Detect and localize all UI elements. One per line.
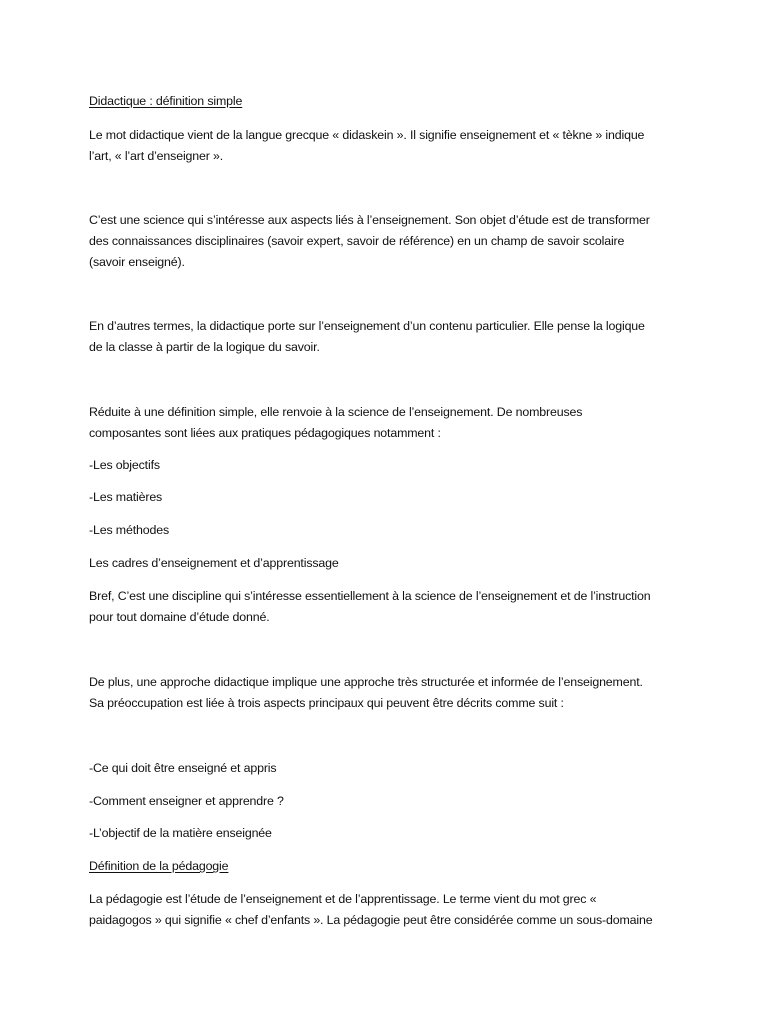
paragraph-line: De plus, une approche didactique implique une approche très structurée et informée de l’enseignement. — [89, 675, 643, 689]
paragraph-line: pour tout domaine d’étude donné. — [89, 610, 270, 624]
paragraph-line: de la classe à partir de la logique du savoir. — [89, 340, 320, 354]
paragraph-line: composantes sont liées aux pratiques pédagogiques notamment : — [89, 426, 441, 440]
paragraph-line: En d’autres termes, la didactique porte sur l’enseignement d’un contenu particulier. Elle pense la logique — [89, 319, 645, 333]
heading-didactique: Didactique : définition simple — [89, 94, 243, 108]
paragraph-line: (savoir enseigné). — [89, 255, 185, 269]
list-item: -Les méthodes — [89, 523, 170, 537]
list-item: -Ce qui doit être enseigné et appris — [89, 761, 277, 775]
paragraph-line: Le mot didactique vient de la langue grecque « didaskein ». Il signifie enseignement et « tèkne » indique — [89, 128, 645, 142]
paragraph-line: C’est une science qui s’intéresse aux aspects liés à l’enseignement. Son objet d’étude est de transformer — [89, 213, 650, 227]
paragraph-line: Réduite à une définition simple, elle renvoie à la science de l’enseignement. De nombreuses — [89, 405, 583, 419]
paragraph-line: des connaissances disciplinaires (savoir expert, savoir de référence) en un champ de savoir scolaire — [89, 234, 625, 248]
list-item: -Les objectifs — [89, 458, 160, 472]
paragraph-line: Bref, C’est une discipline qui s’intéresse essentiellement à la science de l’enseignement et de l’instruction — [89, 589, 651, 603]
paragraph-line: La pédagogie est l’étude de l’enseignement et de l’apprentissage. Le terme vient du mot grec « — [89, 892, 597, 906]
paragraph-line: l’art, « l’art d’enseigner ». — [89, 149, 224, 163]
list-item: -Comment enseigner et apprendre ? — [89, 794, 284, 808]
paragraph-line: Sa préoccupation est liée à trois aspects principaux qui peuvent être décrits comme suit : — [89, 696, 564, 710]
list-item: -Les matières — [89, 490, 163, 504]
paragraph-line: paidagogos » qui signifie « chef d’enfants ». La pédagogie peut être considérée comme un sous-domaine — [89, 913, 653, 927]
heading-pedagogie: Définition de la pédagogie — [89, 859, 229, 873]
list-item: -L’objectif de la matière enseignée — [89, 826, 272, 840]
list-item: Les cadres d’enseignement et d’apprentissage — [89, 556, 339, 570]
